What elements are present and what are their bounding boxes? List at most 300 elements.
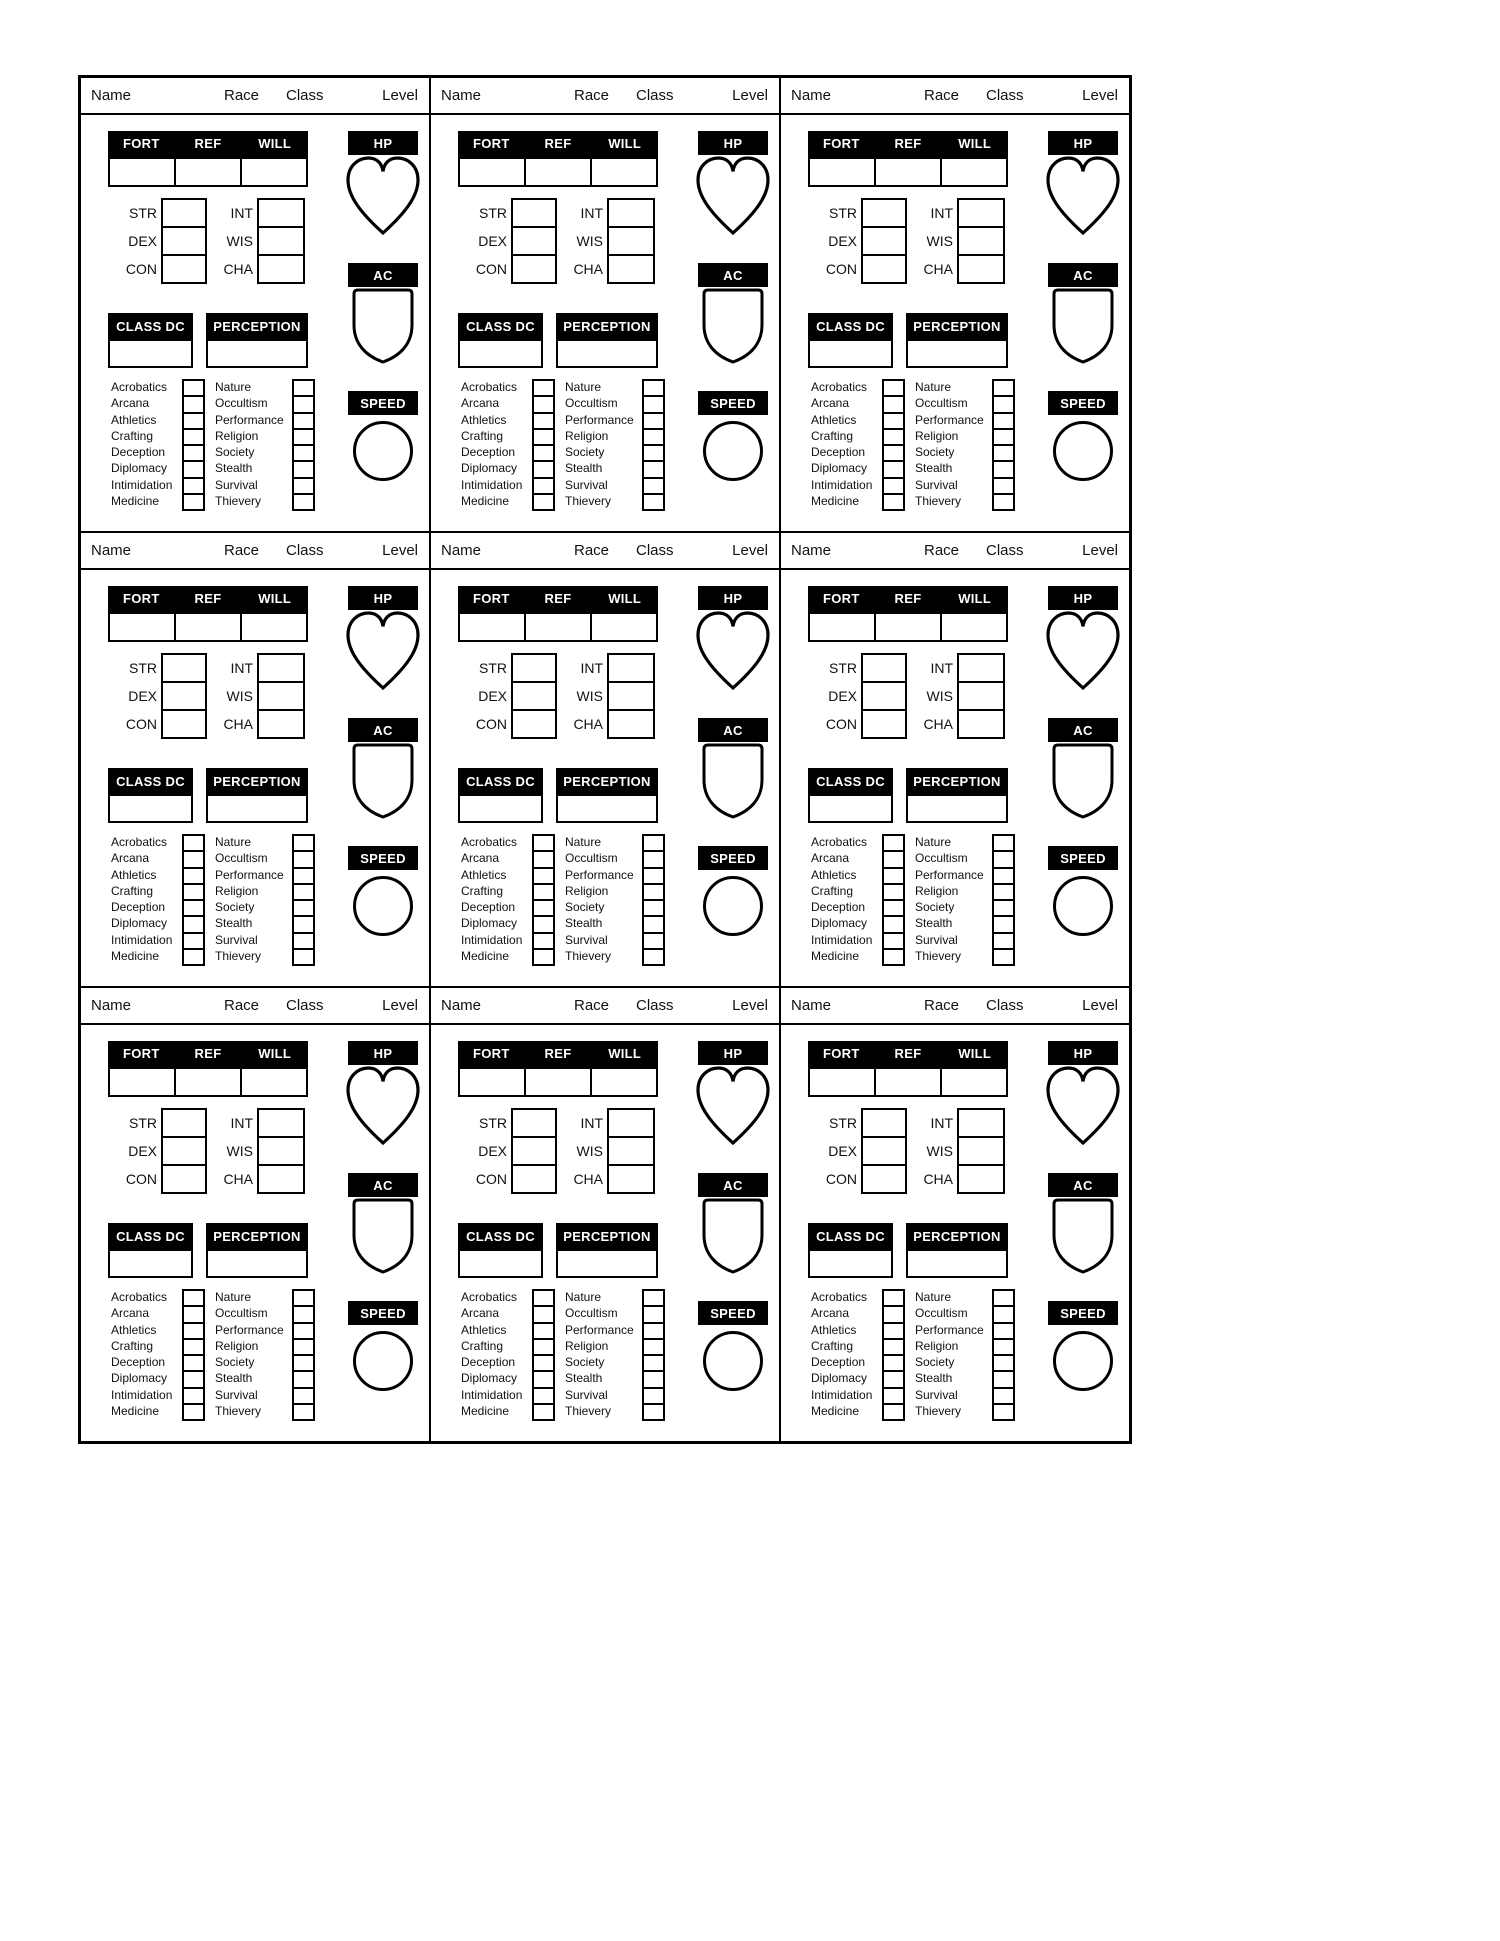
character-card [80,77,430,532]
skill-label: Religion [915,1338,959,1353]
speed-circle-icon [1053,1331,1113,1391]
skill-label: Intimidation [461,932,523,947]
hp-header-bar: HP [698,131,768,155]
dex-box [511,226,557,256]
skill-labels-right [915,379,993,509]
level-label: Level [382,87,418,104]
cha-label: CHA [923,1171,953,1187]
dex-box [861,1136,907,1166]
skill-label: Religion [915,883,959,898]
saves-header-bar [808,131,1008,157]
skill-box [292,1403,315,1421]
int-label: INT [580,205,603,221]
saves-header-bar [108,131,308,157]
skill-label: Stealth [215,461,253,476]
cha-box [607,254,655,284]
will-label: WILL [608,136,642,151]
wis-box [607,226,655,256]
skill-label: Nature [565,1290,602,1304]
speed-circle-icon [703,876,763,936]
fort-label: FORT [823,1046,860,1061]
will-label: WILL [258,136,292,151]
will-box [590,612,658,642]
int-label: INT [930,205,953,221]
skill-label: Medicine [461,494,510,509]
skill-label: Performance [915,1322,984,1337]
skill-label: Deception [461,445,516,460]
skill-label: Medicine [811,949,860,964]
perception-box [206,339,308,368]
class-label: Class [286,997,324,1014]
saves-header-bar [458,586,658,612]
race-label: Race [224,542,260,559]
int-box [257,1108,305,1138]
skill-label: Religion [565,428,609,443]
race-label: Race [224,997,260,1014]
skill-boxes-left [882,379,905,511]
skill-label: Religion [215,883,259,898]
skill-label: Society [915,1355,955,1370]
saves-boxes [458,1067,658,1097]
skill-label: Athletics [111,1322,157,1337]
skill-labels-left [811,1289,889,1419]
skill-labels-left [111,834,189,964]
skill-label: Arcana [461,396,500,411]
class-dc-header-bar: CLASS DC [108,1223,193,1249]
perception-box [206,1249,308,1278]
dex-label: DEX [478,688,507,704]
skill-boxes-left [182,379,205,511]
skill-label: Arcana [811,851,850,866]
skill-label: Diplomacy [111,916,168,931]
ac-header-bar: AC [698,263,768,287]
skill-label: Nature [215,1290,252,1304]
ac-shield-icon [351,287,415,365]
perception-header-bar: PERCEPTION [206,768,308,794]
skill-label: Diplomacy [811,1371,868,1386]
str-box [161,653,207,683]
card-header [81,78,429,115]
skill-label: Nature [565,380,602,394]
cha-label: CHA [573,261,603,277]
speed-header-bar: SPEED [1048,1301,1118,1325]
skill-label: Occultism [565,396,618,411]
skill-labels-left [461,1289,539,1419]
speed-circle-icon [703,1331,763,1391]
skill-label: Stealth [915,1371,953,1386]
skill-label: Thievery [565,949,612,964]
dex-label: DEX [478,1143,507,1159]
fort-label: FORT [823,591,860,606]
skill-label: Survival [915,1387,958,1402]
int-label: INT [230,660,253,676]
int-label: INT [230,1115,253,1131]
con-label: CON [125,261,157,277]
class-dc-box [808,794,893,823]
skill-label: Crafting [811,428,854,443]
ac-shield-icon [701,742,765,820]
wis-box [607,1136,655,1166]
hp-heart-icon [694,1064,772,1148]
fort-label: FORT [123,1046,160,1061]
skill-label: Occultism [215,396,268,411]
skill-label: Crafting [811,1338,854,1353]
saves-boxes [808,1067,1008,1097]
ac-header-bar: AC [698,1173,768,1197]
class-dc-box [108,339,193,368]
str-label: STR [479,660,507,676]
skill-label: Intimidation [461,1387,523,1402]
skill-boxes-left [532,379,555,511]
ac-header-bar: AC [348,718,418,742]
skill-label: Deception [811,900,866,915]
con-label: CON [475,261,507,277]
skill-label: Religion [565,1338,609,1353]
skill-labels-right [915,834,993,964]
wis-box [957,681,1005,711]
cha-box [957,1164,1005,1194]
skill-boxes-right [292,379,315,511]
skill-label: Deception [811,445,866,460]
skill-label: Deception [111,1355,166,1370]
str-box [511,1108,557,1138]
speed-header-bar: SPEED [348,846,418,870]
hp-header-bar: HP [1048,586,1118,610]
skill-boxes-left [882,834,905,966]
skill-labels-right [215,1289,293,1419]
str-box [511,198,557,228]
str-label: STR [129,205,157,221]
dex-label: DEX [128,1143,157,1159]
perception-box [906,339,1008,368]
perception-box [906,1249,1008,1278]
hp-header-bar: HP [1048,131,1118,155]
skill-label: Occultism [215,851,268,866]
con-label: CON [125,716,157,732]
cha-box [257,1164,305,1194]
skill-label: Performance [565,1322,634,1337]
skill-label: Crafting [461,1338,504,1353]
ac-header-bar: AC [348,1173,418,1197]
int-box [957,1108,1005,1138]
will-label: WILL [958,591,992,606]
class-label: Class [636,997,674,1014]
hp-header-bar: HP [698,586,768,610]
skill-label: Thievery [215,1404,262,1419]
wis-label: WIS [576,233,603,249]
skill-label: Deception [811,1355,866,1370]
level-label: Level [1082,997,1118,1014]
skill-label: Arcana [111,851,150,866]
skill-labels-right [565,379,643,509]
int-label: INT [930,1115,953,1131]
str-box [511,653,557,683]
dex-box [861,681,907,711]
con-box [861,709,907,739]
skill-label: Deception [111,900,166,915]
character-card [780,77,1130,532]
speed-circle-icon [353,1331,413,1391]
level-label: Level [382,542,418,559]
fort-box [808,1067,876,1097]
saves-boxes [108,612,308,642]
skill-label: Medicine [811,1404,860,1419]
name-label: Name [91,997,132,1014]
skill-label: Diplomacy [461,461,518,476]
int-box [957,653,1005,683]
dex-box [861,226,907,256]
skill-label: Survival [565,932,608,947]
level-label: Level [732,997,768,1014]
race-label: Race [574,997,610,1014]
class-label: Class [986,997,1024,1014]
int-label: INT [580,1115,603,1131]
will-box [240,612,308,642]
skill-label: Arcana [461,1306,500,1321]
class-dc-header-bar: CLASS DC [108,768,193,794]
hp-header-bar: HP [348,1041,418,1065]
str-box [161,198,207,228]
ac-header-bar: AC [1048,1173,1118,1197]
saves-header-bar [808,586,1008,612]
level-label: Level [382,997,418,1014]
skill-label: Acrobatics [461,1290,518,1304]
speed-circle-icon [353,421,413,481]
skill-labels-right [565,834,643,964]
skill-label: Society [565,1355,605,1370]
int-box [957,198,1005,228]
skill-label: Intimidation [811,932,873,947]
speed-header-bar: SPEED [1048,391,1118,415]
character-card [430,987,780,1442]
dex-label: DEX [478,233,507,249]
skill-label: Athletics [811,412,857,427]
skill-label: Intimidation [111,932,173,947]
skill-label: Thievery [565,494,612,509]
skill-box [642,493,665,511]
skill-label: Stealth [565,1371,603,1386]
cha-label: CHA [573,1171,603,1187]
ac-shield-icon [1051,287,1115,365]
str-label: STR [829,660,857,676]
skill-boxes-right [292,1289,315,1421]
skill-label: Performance [565,412,634,427]
skill-label: Society [565,900,605,915]
name-label: Name [91,542,132,559]
hp-header-bar: HP [348,586,418,610]
ref-box [174,1067,242,1097]
class-label: Class [636,542,674,559]
race-label: Race [224,87,260,104]
skill-labels-left [461,379,539,509]
speed-circle-icon [1053,421,1113,481]
skill-labels-left [461,834,539,964]
perception-box [556,339,658,368]
ac-shield-icon [351,1197,415,1275]
dex-label: DEX [828,688,857,704]
skill-label: Nature [915,380,952,394]
skill-label: Diplomacy [111,1371,168,1386]
skill-label: Athletics [461,412,507,427]
dex-label: DEX [128,233,157,249]
skill-labels-left [811,379,889,509]
int-label: INT [230,205,253,221]
ref-label: REF [894,136,922,151]
skill-label: Crafting [111,1338,154,1353]
skill-label: Deception [461,900,516,915]
saves-boxes [108,157,308,187]
skill-label: Occultism [915,396,968,411]
skill-label: Medicine [111,494,160,509]
hp-heart-icon [344,1064,422,1148]
class-label: Class [286,542,324,559]
fort-box [458,612,526,642]
class-dc-header-bar: CLASS DC [458,768,543,794]
wis-label: WIS [226,688,253,704]
skill-boxes-left [882,1289,905,1421]
skill-labels-right [215,379,293,509]
class-dc-box [108,1249,193,1278]
int-box [257,653,305,683]
will-box [940,1067,1008,1097]
card-header [781,988,1129,1025]
perception-box [556,1249,658,1278]
level-label: Level [732,87,768,104]
perception-header-bar: PERCEPTION [556,313,658,339]
cha-label: CHA [923,716,953,732]
dex-box [511,681,557,711]
skill-label: Medicine [461,1404,510,1419]
class-dc-box [108,794,193,823]
ac-shield-icon [701,1197,765,1275]
cha-label: CHA [223,716,253,732]
name-label: Name [791,997,832,1014]
card-header [81,988,429,1025]
class-dc-box [808,339,893,368]
hp-heart-icon [344,154,422,238]
level-label: Level [732,542,768,559]
character-card-grid [78,75,1132,1444]
ref-label: REF [544,136,572,151]
str-label: STR [129,1115,157,1131]
skill-label: Performance [915,412,984,427]
skill-labels-right [215,834,293,964]
skill-label: Nature [915,835,952,849]
skill-label: Occultism [915,1306,968,1321]
class-dc-header-bar: CLASS DC [808,313,893,339]
skill-box [882,948,905,966]
fort-box [108,157,176,187]
race-label: Race [924,997,960,1014]
perception-header-bar: PERCEPTION [556,1223,658,1249]
skill-label: Intimidation [461,477,523,492]
hp-heart-icon [344,609,422,693]
will-label: WILL [608,1046,642,1061]
hp-heart-icon [1044,609,1122,693]
ref-box [524,612,592,642]
race-label: Race [574,542,610,559]
skill-label: Arcana [811,1306,850,1321]
skill-boxes-left [532,834,555,966]
saves-header-bar [108,1041,308,1067]
skill-label: Religion [565,883,609,898]
skill-label: Deception [111,445,166,460]
fort-label: FORT [123,591,160,606]
perception-header-bar: PERCEPTION [556,768,658,794]
str-box [861,653,907,683]
class-dc-box [458,1249,543,1278]
skill-label: Thievery [915,949,962,964]
will-label: WILL [258,1046,292,1061]
class-dc-header-bar: CLASS DC [108,313,193,339]
skill-label: Occultism [215,1306,268,1321]
skill-label: Acrobatics [111,1290,168,1304]
level-label: Level [1082,542,1118,559]
int-label: INT [580,660,603,676]
ac-shield-icon [701,287,765,365]
fort-box [458,1067,526,1097]
ac-header-bar: AC [698,718,768,742]
skill-label: Stealth [215,916,253,931]
str-label: STR [129,660,157,676]
skill-label: Stealth [565,916,603,931]
fort-label: FORT [473,1046,510,1061]
skill-label: Diplomacy [811,461,868,476]
skill-box [292,493,315,511]
card-header [431,988,779,1025]
ac-shield-icon [351,742,415,820]
skill-boxes-right [992,834,1015,966]
skill-label: Performance [215,412,284,427]
skill-labels-right [915,1289,993,1419]
skill-label: Performance [565,867,634,882]
skill-boxes-right [992,379,1015,511]
hp-heart-icon [1044,1064,1122,1148]
speed-header-bar: SPEED [698,391,768,415]
skill-box [642,1403,665,1421]
str-label: STR [829,205,857,221]
ac-shield-icon [1051,742,1115,820]
dex-box [161,1136,207,1166]
skill-label: Religion [915,428,959,443]
skill-box [532,493,555,511]
int-label: INT [930,660,953,676]
ac-shield-icon [1051,1197,1115,1275]
skill-label: Intimidation [111,1387,173,1402]
skill-box [532,948,555,966]
skill-label: Stealth [565,461,603,476]
hp-heart-icon [1044,154,1122,238]
card-header [431,533,779,570]
skill-label: Medicine [461,949,510,964]
skill-label: Stealth [915,461,953,476]
saves-boxes [108,1067,308,1097]
cha-box [607,1164,655,1194]
str-box [861,198,907,228]
skill-label: Acrobatics [811,380,868,394]
con-box [861,254,907,284]
saves-boxes [808,612,1008,642]
skill-label: Survival [915,932,958,947]
skill-label: Society [215,900,255,915]
wis-box [957,1136,1005,1166]
skill-label: Society [915,445,955,460]
wis-box [257,681,305,711]
skill-label: Arcana [111,1306,150,1321]
skill-box [992,948,1015,966]
skill-label: Survival [915,477,958,492]
speed-header-bar: SPEED [348,391,418,415]
